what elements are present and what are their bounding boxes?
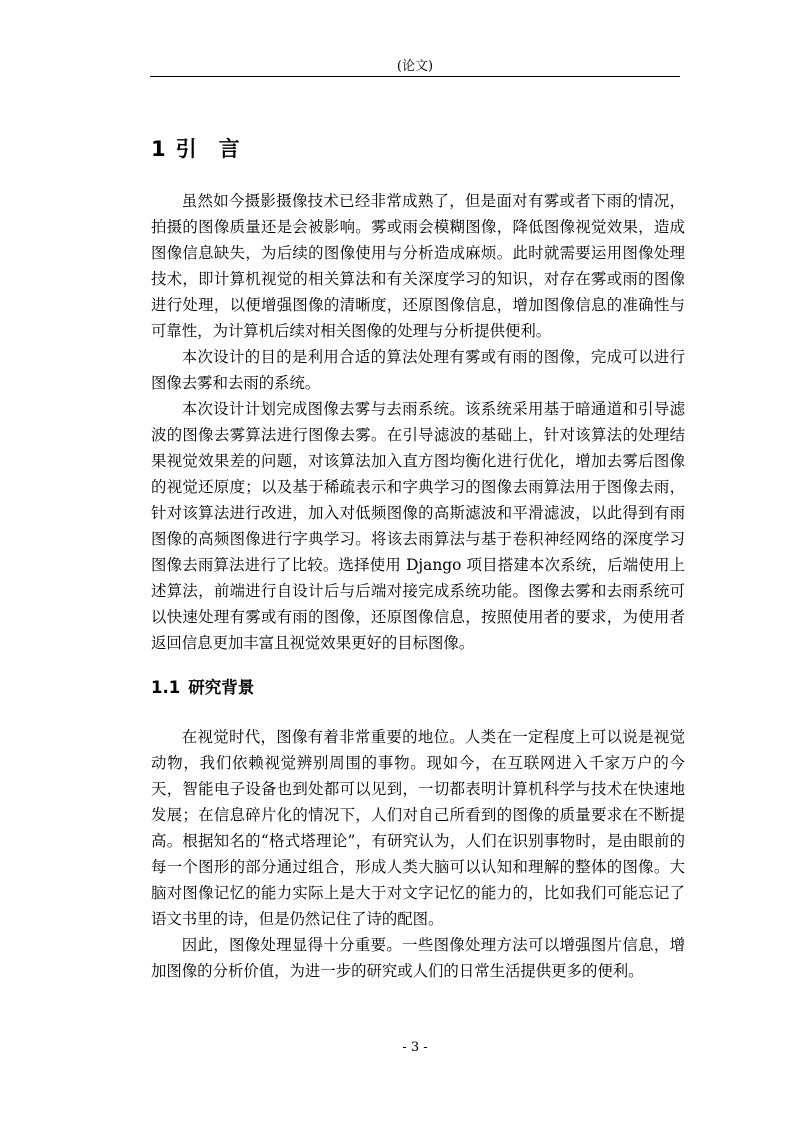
section-paragraph-1: 在视觉时代，图像有着非常重要的地位。人类在一定程度上可以说是视觉动物，我们依赖视觉辨别周围的事物。现如今，在互联网进入千家万户的今天，智能电子设备也到处都可以见到，一切都表明计算机科学与技术在快速地发展；在信息碎片化的情况下，人们对自己所看到的图像的质量要求在不断提高。根据知名的“格式塔理论”，有研究认为，人们在识别事物时，是由眼前的每一个图形的部分通过组合，形成人类大脑可以认知和理解的整体的图像。大脑对图像记忆的能力实际上是大于对文字记忆的能力的，比如我们可能忘记了语文书里的诗，但是仍然记住了诗的配图。 [151,728,685,928]
page-body [151,136,685,984]
chapter-number: 1 [151,137,166,161]
chapter-heading [151,136,685,162]
intro-paragraph-3: 本次设计计划完成图像去雾与去雨系统。该系统采用基于暗通道和引导滤波的图像去雾算法进行图像去雾。在引导滤波的基础上，针对该算法的处理结果视觉效果差的问题，对该算法加入直方图均衡化进行优化，增加去雾后图像的视觉还原度；以及基于稀疏表示和字典学习的图像去雨算法用于图像去雨，针对该算法进行改进，加入对低频图像的高斯滤波和平滑滤波，以此得到有雨图像的高频图像进行字典学习。将该去雨算法与基于卷积神经网络的深度学习图像去雨算法进行了比较。选择使用 Django 项目搭建本次系统，后端使用上述算法，前端进行自设计后与后端对接完成系统功能。图像去雾和去雨系统可以快速处理有雾或有雨的图像，还原图像信息，按照使用者的要求，为使用者返回信息更加丰富且视觉效果更好的目标图像。 [151,400,685,652]
section-number: 1.1 [151,678,181,697]
section-heading [151,675,685,701]
intro-paragraph-2: 本次设计的目的是利用合适的算法处理有雾或有雨的图像，完成可以进行图像去雾和去雨的系统。 [151,348,685,392]
page-number: - 3 - [402,1040,428,1055]
chapter-title-char-2: 言 [218,137,240,161]
chapter-title-char-1: 引 [175,137,197,161]
intro-paragraph-1: 虽然如今摄影摄像技术已经非常成熟了，但是面对有雾或者下雨的情况，拍摄的图像质量还是会被影响。雾或雨会模糊图像，降低图像视觉效果，造成图像信息缺失，为后续的图像使用与分析造成麻烦。此时就需要运用图像处理技术，即计算机视觉的相关算法和有关深度学习的知识，对存在雾或雨的图像进行处理，以便增强图像的清晰度，还原图像信息，增加图像信息的准确性与可靠性，为计算机后续对相关图像的处理与分析提供便利。 [151,192,685,340]
section-paragraph-2: 因此，图像处理显得十分重要。一些图像处理方法可以增强图片信息，增加图像的分析价值，为进一步的研究或人们的日常生活提供更多的便利。 [151,936,685,980]
header-rule [150,76,680,77]
running-head: (论文) [396,59,434,74]
section-title: 研究背景 [188,678,255,697]
